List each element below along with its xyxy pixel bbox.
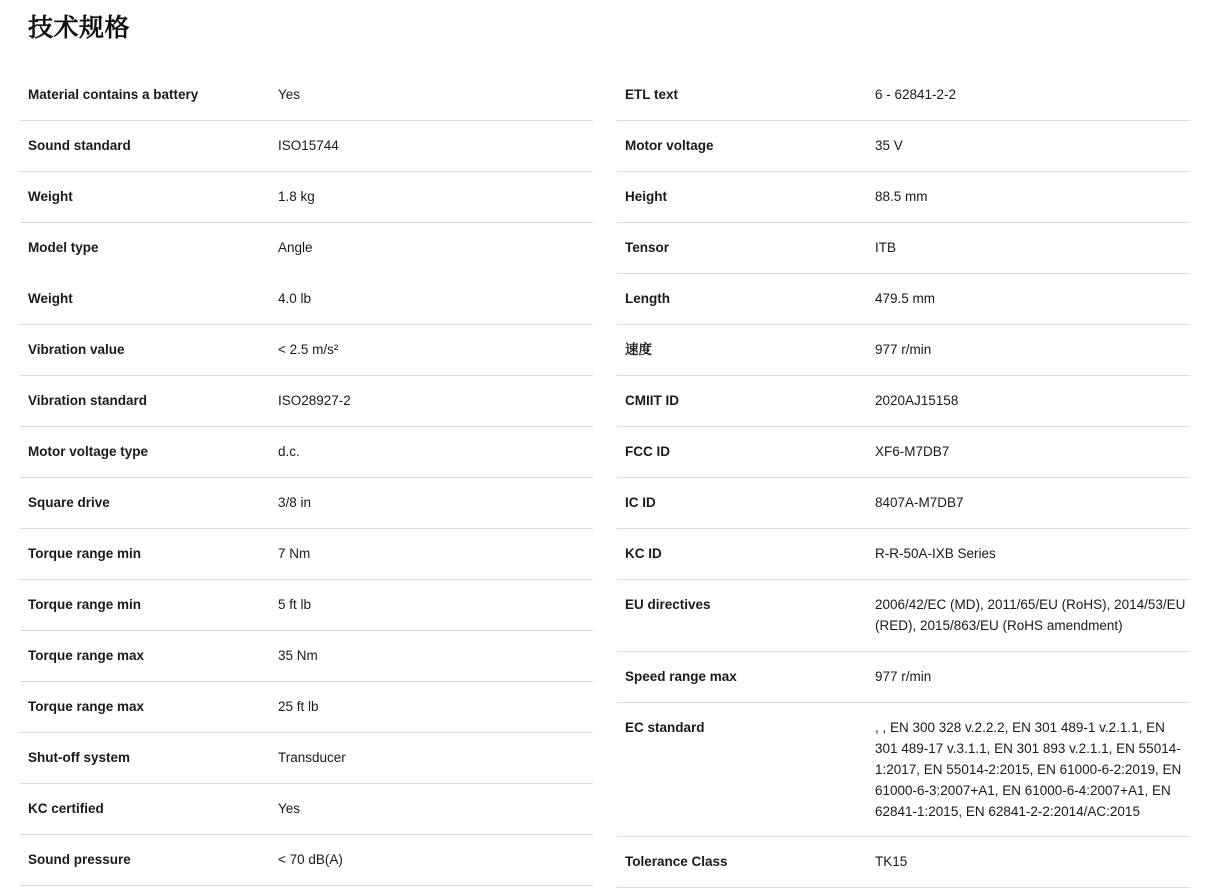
spec-column-left: [20, 70, 593, 886]
spec-row: [617, 580, 1190, 652]
spec-label: Vibration value: [28, 342, 125, 357]
spec-label: EU directives: [625, 597, 711, 612]
spec-label: ETL text: [625, 87, 679, 102]
spec-label: Tensor: [625, 240, 670, 255]
spec-label: Weight: [28, 291, 73, 306]
spec-label: Vibration standard: [28, 393, 148, 408]
spec-row: [20, 274, 593, 325]
spec-label: Height: [625, 189, 667, 204]
spec-label: KC certified: [28, 801, 104, 816]
spec-row: [617, 70, 1190, 121]
spec-value: d.c.: [278, 444, 300, 459]
spec-row: [20, 121, 593, 172]
spec-value: 977 r/min: [875, 342, 932, 357]
spec-row: [617, 223, 1190, 274]
spec-value: < 70 dB(A): [278, 852, 343, 867]
spec-label: Sound pressure: [28, 852, 131, 867]
spec-row: [617, 427, 1190, 478]
spec-row: [617, 529, 1190, 580]
spec-label: Length: [625, 291, 670, 306]
spec-row: [20, 478, 593, 529]
spec-label: Model type: [28, 240, 99, 255]
spec-value: 3/8 in: [278, 495, 312, 510]
spec-row: [617, 478, 1190, 529]
spec-value: 88.5 mm: [875, 189, 928, 204]
spec-row: [617, 121, 1190, 172]
spec-row: [20, 835, 593, 886]
spec-row: [617, 703, 1190, 838]
spec-value: R-R-50A-IXB Series: [875, 546, 996, 561]
spec-label: Sound standard: [28, 138, 131, 153]
spec-value: Angle: [278, 240, 313, 255]
spec-row: [617, 376, 1190, 427]
spec-row: [20, 172, 593, 223]
spec-row: [20, 631, 593, 682]
spec-value: TK15: [875, 854, 908, 870]
spec-label: Tolerance Class: [625, 854, 728, 870]
page-title: 技术规格: [28, 14, 131, 42]
spec-row: [20, 223, 593, 274]
spec-label: EC standard: [625, 719, 705, 735]
spec-label: Torque range max: [28, 699, 145, 714]
spec-row: [20, 376, 593, 427]
spec-value: ITB: [875, 240, 897, 255]
spec-value: 7 Nm: [278, 546, 311, 561]
spec-label: FCC ID: [625, 444, 670, 459]
spec-label: Torque range max: [28, 648, 145, 663]
spec-value: 5 ft lb: [278, 597, 312, 612]
spec-value: 2006/42/EC (MD), 2011/65/EU (RoHS), 2014/53/EU (RED), 2015/863/EU (RoHS amendment): [875, 597, 1186, 633]
spec-row: [617, 274, 1190, 325]
spec-value: 25 ft lb: [278, 699, 319, 714]
spec-row: [20, 70, 593, 121]
spec-label: Motor voltage: [625, 138, 714, 153]
spec-label: Torque range min: [28, 546, 142, 561]
spec-label: Weight: [28, 189, 73, 204]
spec-value: 8407A-M7DB7: [875, 495, 964, 510]
spec-value: XF6-M7DB7: [875, 444, 950, 459]
spec-value: Yes: [278, 801, 301, 816]
spec-label: Speed range max: [625, 668, 737, 684]
spec-value: , , EN 300 328 v.2.2.2, EN 301 489-1 v.2.1.1, EN 301 489-17 v.3.1.1, EN 301 893 v.2.1.1, EN 55014-1:2017, EN 55014-2:2015, EN 61000-6-2:2019, EN 61000-6-3:2007+A1, EN 61000-6-4:2007+A1, EN 62841-1:2015, EN 62841-2-2:2014/AC:2015: [875, 719, 1182, 819]
spec-label: Material contains a battery: [28, 87, 199, 102]
spec-label: KC ID: [625, 546, 662, 561]
spec-value: 35 V: [875, 138, 903, 153]
spec-value: 977 r/min: [875, 668, 932, 684]
spec-label: IC ID: [625, 495, 656, 510]
spec-value: < 2.5 m/s²: [278, 342, 339, 357]
spec-row: [20, 682, 593, 733]
spec-row: [617, 172, 1190, 223]
spec-value: Yes: [278, 87, 301, 102]
spec-label: Motor voltage type: [28, 444, 149, 459]
spec-label: Square drive: [28, 495, 110, 510]
spec-label: Shut-off system: [28, 750, 131, 765]
spec-columns: [20, 70, 1190, 888]
spec-value: 2020AJ15158: [875, 393, 959, 408]
spec-row: [20, 529, 593, 580]
spec-value: 35 Nm: [278, 648, 318, 663]
spec-label: 速度: [625, 342, 652, 357]
spec-row: [20, 784, 593, 835]
spec-column-right: [617, 70, 1190, 888]
spec-row: [617, 652, 1190, 703]
spec-value: 6 - 62841-2-2: [875, 87, 957, 102]
spec-label: CMIIT ID: [625, 393, 679, 408]
spec-value: 4.0 lb: [278, 291, 312, 306]
spec-value: Transducer: [278, 750, 346, 765]
spec-row: [20, 325, 593, 376]
spec-row: [617, 837, 1190, 888]
spec-row: [617, 325, 1190, 376]
spec-value: 1.8 kg: [278, 189, 315, 204]
spec-row: [20, 580, 593, 631]
spec-value: 479.5 mm: [875, 291, 936, 306]
spec-value: ISO28927-2: [278, 393, 351, 408]
spec-page: [0, 8, 1210, 888]
spec-label: Torque range min: [28, 597, 142, 612]
spec-row: [20, 427, 593, 478]
spec-row: [20, 733, 593, 784]
spec-value: ISO15744: [278, 138, 339, 153]
